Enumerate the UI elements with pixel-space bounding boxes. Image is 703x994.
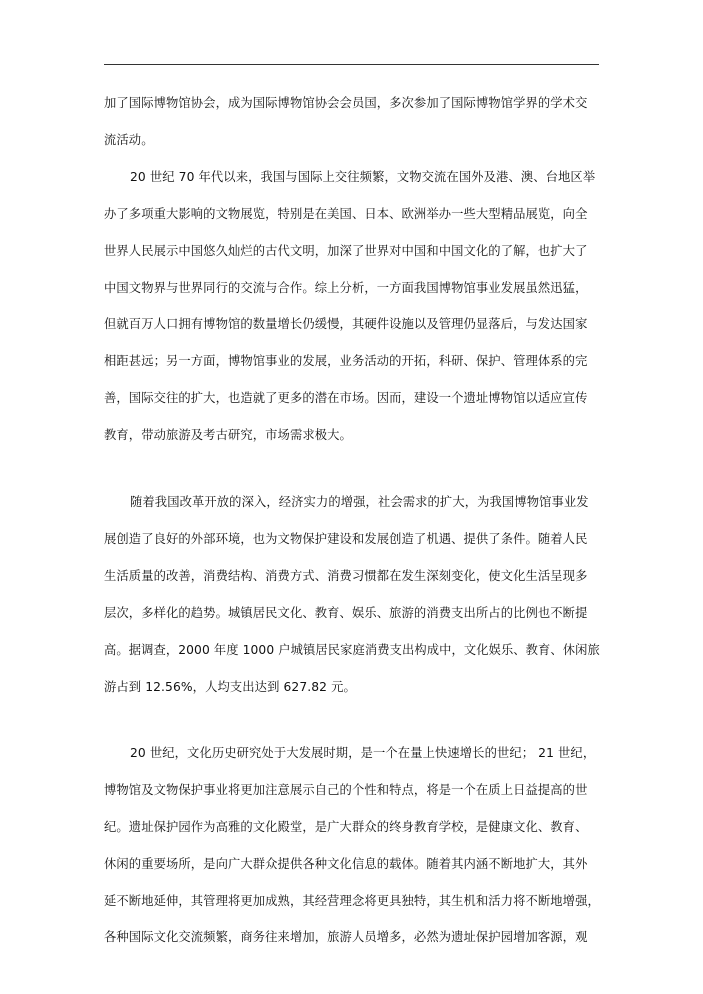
- paragraph-3-line-1: 随着我国改革开放的深入，经济实力的增强，社会需求的扩大，为我国博物馆事业发: [130, 495, 589, 509]
- paragraph-1-line-1: 加了国际博物馆协会，成为国际博物馆协会会员国，多次参加了国际博物馆学界的学术交: [104, 96, 588, 110]
- paragraph-4-line-5: 延不断地延伸，其管理将更加成熟，其经营理念将更具独特，其生机和活力将不断地增强，: [104, 894, 600, 908]
- paragraph-2-line-4: 中国文物界与世界同行的交流与合作。综上分析，一方面我国博物馆事业发展虽然迅猛，: [104, 281, 588, 295]
- paragraph-2-line-2: 办了多项重大影响的文物展览，特别是在美国、日本、欧洲举办一些大型精品展览，向全: [104, 207, 588, 221]
- paragraph-1-line-2: 流活动。: [104, 133, 154, 147]
- paragraph-3-line-5: 高。据调查，2000 年度 1000 户城镇居民家庭消费支出构成中，文化娱乐、教育、休闲旅: [104, 643, 600, 657]
- paragraph-4-line-3: 纪。遗址保护园作为高雅的文化殿堂，是广大群众的终身教育学校，是健康文化、教育、: [104, 820, 588, 834]
- paragraph-3-line-6: 游占到 12.56%，人均支出达到 627.82 元。: [104, 680, 356, 694]
- paragraph-3-line-4: 层次，多样化的趋势。城镇居民文化、教育、娱乐、旅游的消费支出所占的比例也不断提: [104, 606, 588, 620]
- paragraph-4-line-6: 各种国际文化交流频繁，商务往来增加，旅游人员增多，必然为遗址保护园增加客源，观: [104, 930, 588, 944]
- paragraph-2-line-6: 相距甚远；另一方面，博物馆事业的发展，业务活动的开拓，科研、保护、管理体系的完: [104, 354, 588, 368]
- paragraph-3-line-2: 展创造了良好的外部环境，也为文物保护建设和发展创造了机遇、提供了条件。随着人民: [104, 532, 588, 546]
- paragraph-3-line-3: 生活质量的改善，消费结构、消费方式、消费习惯都在发生深刻变化，使文化生活呈现多: [104, 569, 588, 583]
- paragraph-4-line-1: 20 世纪，文化历史研究处于大发展时期，是一个在量上快速增长的世纪； 21 世纪，: [130, 746, 596, 760]
- paragraph-4-line-4: 休闲的重要场所，是向广大群众提供各种文化信息的载体。随着其内涵不断地扩大，其外: [104, 857, 588, 871]
- paragraph-2-line-8: 教育，带动旅游及考古研究，市场需求极大。: [104, 428, 352, 442]
- paragraph-4-line-2: 博物馆及文物保护事业将更加注意展示自己的个性和特点，将是一个在质上日益提高的世: [104, 783, 588, 797]
- paragraph-2-line-5: 但就百万人口拥有博物馆的数量增长仍缓慢，其硬件设施以及管理仍显落后，与发达国家: [104, 317, 588, 331]
- paragraph-2-line-7: 善，国际交往的扩大，也造就了更多的潜在市场。因而，建设一个遗址博物馆以适应宣传: [104, 391, 588, 405]
- paragraph-2-line-1: 20 世纪 70 年代以来，我国与国际上交往频繁，文物交流在国外及港、澳、台地区举: [130, 170, 596, 184]
- paragraph-2-line-3: 世界人民展示中国悠久灿烂的古代文明，加深了世界对中国和中国文化的了解，也扩大了: [104, 244, 588, 258]
